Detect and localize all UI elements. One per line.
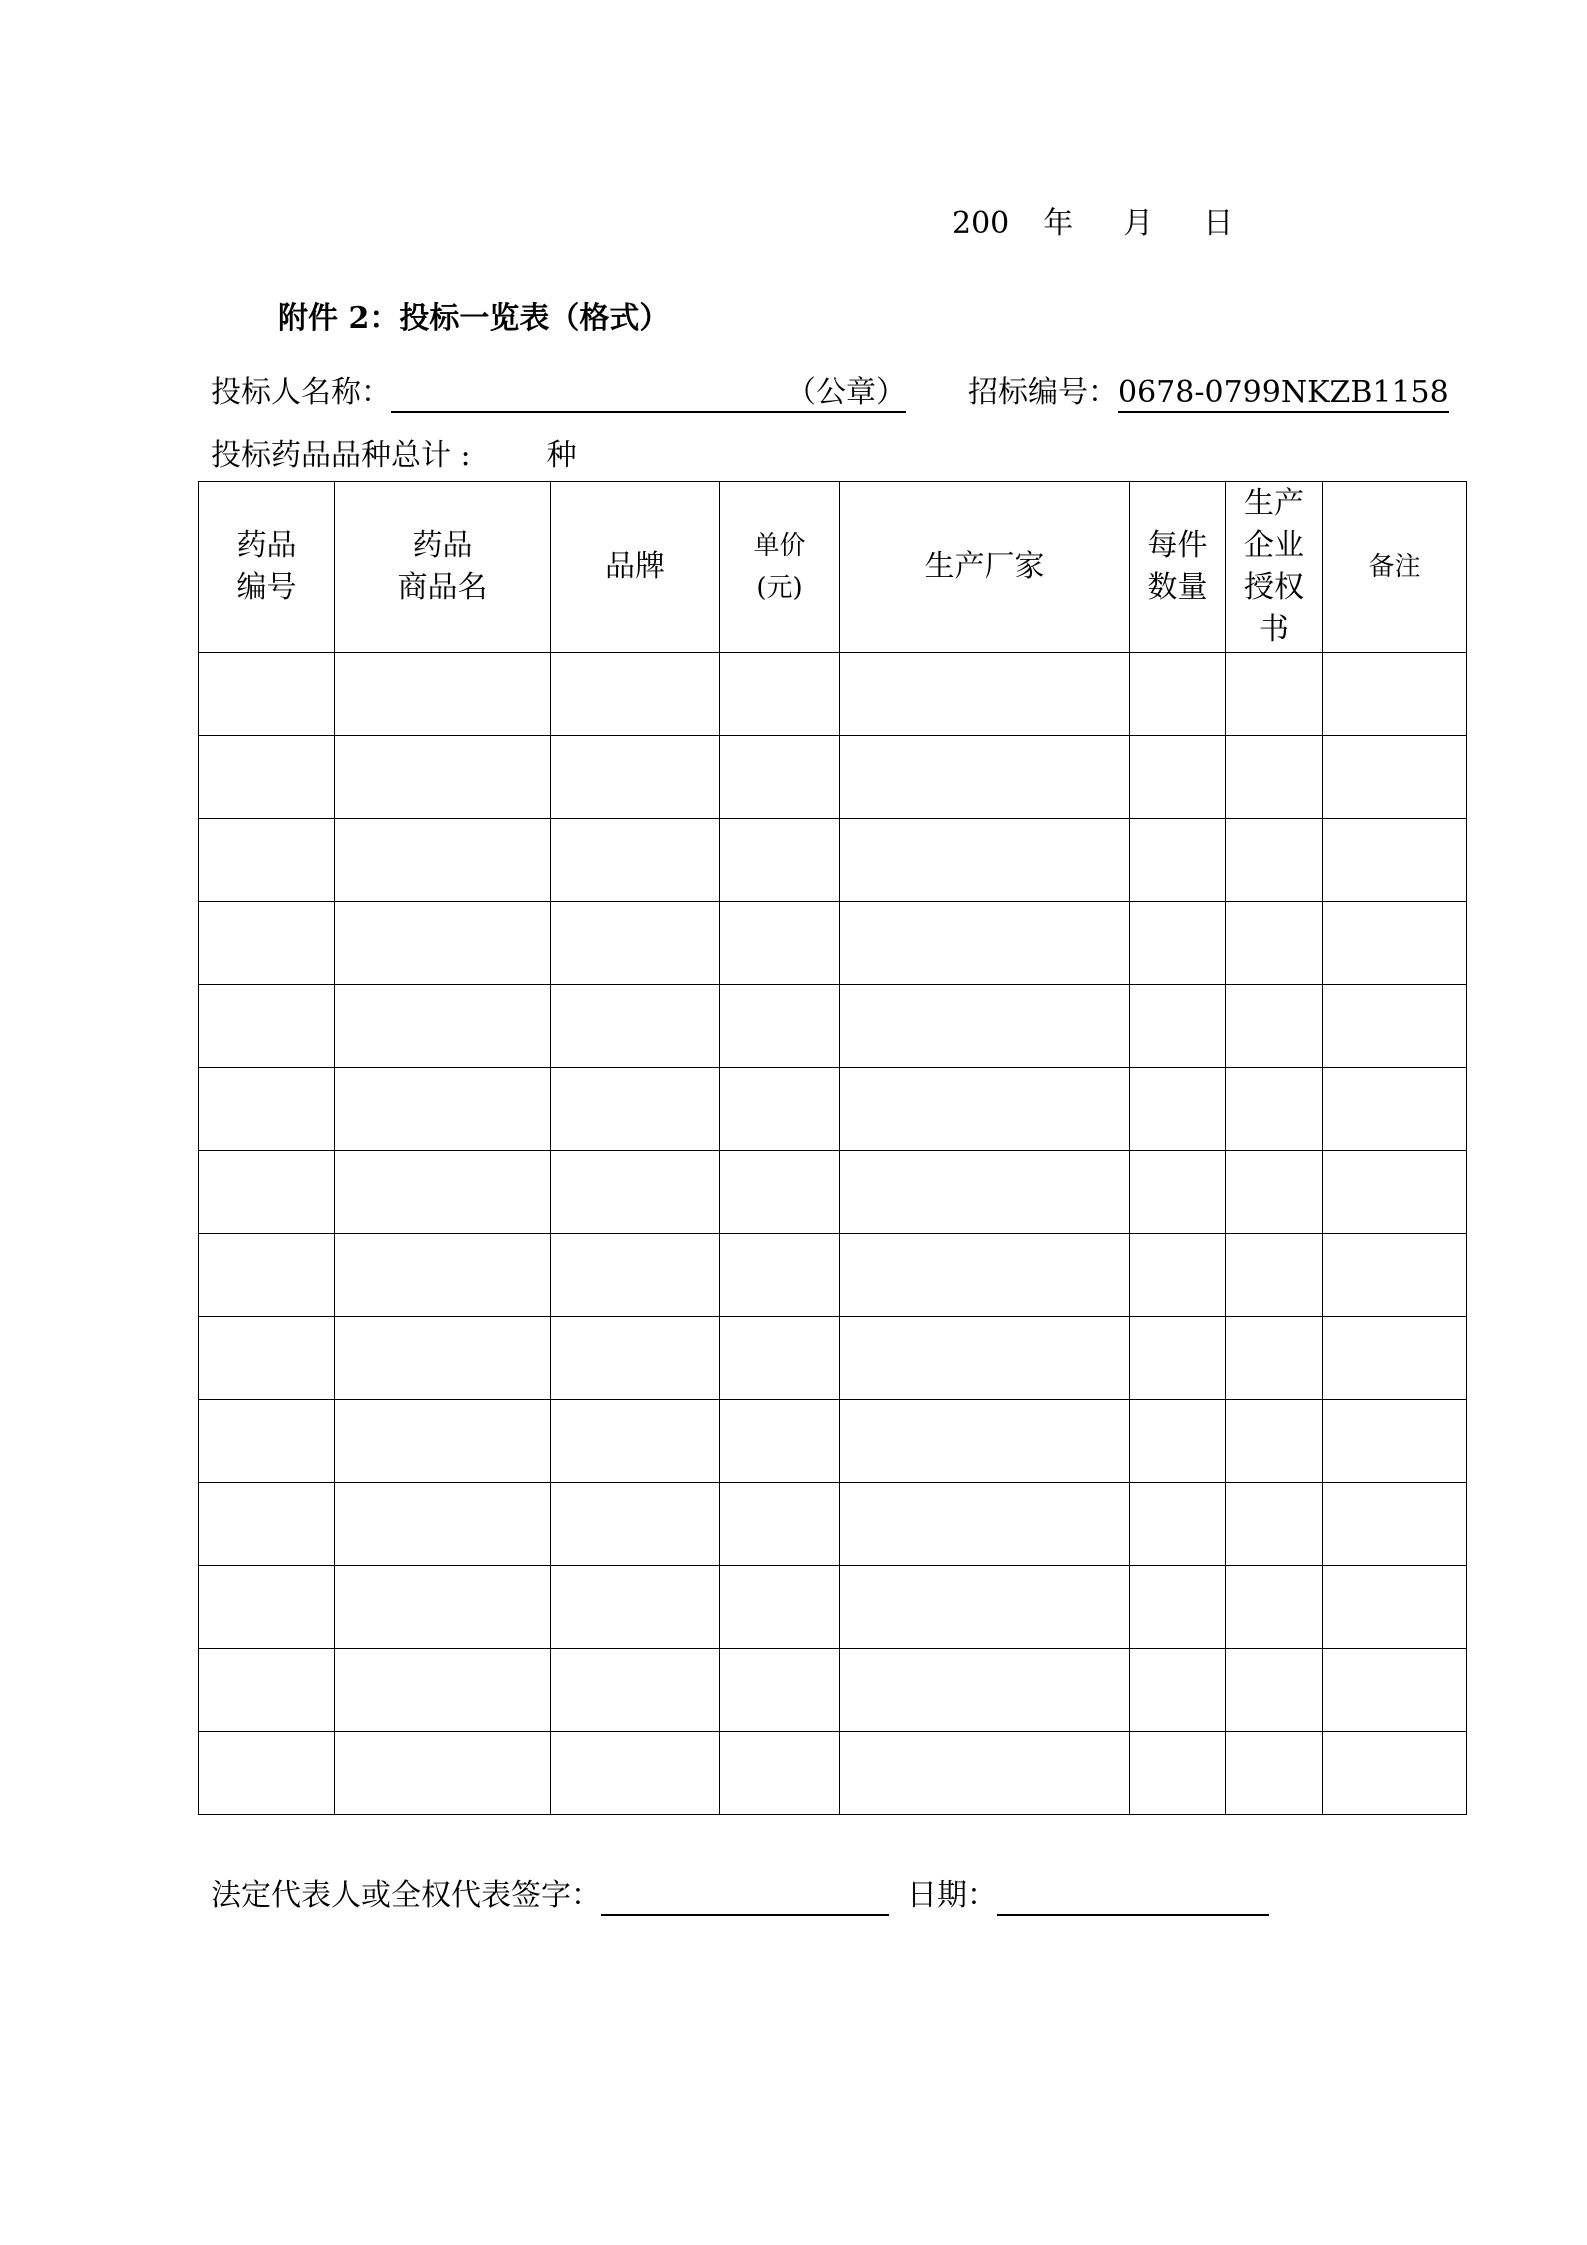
table-cell[interactable] [199,1483,335,1566]
tender-no-value: 0678-0799NKZB1158 [1118,376,1449,413]
table-cell[interactable] [551,1234,720,1317]
table-cell[interactable] [840,1400,1130,1483]
table-cell[interactable] [335,902,551,985]
table-cell[interactable] [720,1566,840,1649]
table-row [199,1317,1467,1400]
table-cell[interactable] [199,1151,335,1234]
table-cell[interactable] [1226,985,1323,1068]
table-cell[interactable] [840,902,1130,985]
table-cell[interactable] [1323,1732,1467,1815]
table-cell[interactable] [335,1400,551,1483]
header-qty-per-package: 每件 数量 [1130,482,1226,653]
table-cell[interactable] [1130,1234,1226,1317]
year-prefix: 200 [952,206,1010,241]
signature-line [211,1870,1269,1916]
bid-list-table [198,481,1467,1815]
table-cell[interactable] [551,653,720,736]
table-cell[interactable] [551,985,720,1068]
table-row [199,1649,1467,1732]
table-row [199,736,1467,819]
table-row [199,1400,1467,1483]
table-cell[interactable] [335,985,551,1068]
table-cell[interactable] [720,1649,840,1732]
table-cell[interactable] [1226,1317,1323,1400]
table-cell[interactable] [1130,1400,1226,1483]
header-unit-price: 单价 (元) [720,482,840,653]
table-cell[interactable] [335,1649,551,1732]
table-row [199,902,1467,985]
table-cell[interactable] [199,1649,335,1732]
table-cell[interactable] [720,985,840,1068]
table-cell[interactable] [199,653,335,736]
table-cell[interactable] [551,1317,720,1400]
table-body [199,653,1467,1815]
table-cell[interactable] [335,1317,551,1400]
table-cell[interactable] [1130,985,1226,1068]
header-drug-code: 药品 编号 [199,482,335,653]
table-cell[interactable] [1323,1566,1467,1649]
header-row [199,482,1467,653]
table-row [199,1068,1467,1151]
table-cell[interactable] [199,819,335,902]
table-row [199,1732,1467,1815]
table-cell[interactable] [840,1068,1130,1151]
total-unit: 种 [546,438,577,473]
date-field[interactable] [997,1879,1269,1916]
table-cell[interactable] [840,1234,1130,1317]
table-cell[interactable] [1226,902,1323,985]
table-cell[interactable] [1323,736,1467,819]
table-cell[interactable] [551,1400,720,1483]
table-cell[interactable] [840,736,1130,819]
table-cell[interactable] [720,902,840,985]
table-cell[interactable] [720,736,840,819]
day-label: 日 [1203,206,1234,241]
month-label: 月 [1123,206,1154,241]
table-cell[interactable] [840,1649,1130,1732]
table-cell[interactable] [1130,819,1226,902]
table-cell[interactable] [1323,1151,1467,1234]
table-cell[interactable] [199,1234,335,1317]
signature-field[interactable] [601,1879,889,1916]
table-cell[interactable] [1130,1732,1226,1815]
table-row [199,1483,1467,1566]
table-cell[interactable] [1130,1317,1226,1400]
table-cell[interactable] [199,1317,335,1400]
bidder-line [211,367,1449,413]
table-cell[interactable] [199,1400,335,1483]
table-cell[interactable] [1323,819,1467,902]
table-cell[interactable] [840,1483,1130,1566]
document-title: 附件 2：投标一览表（格式） [278,301,670,336]
table-cell[interactable] [199,1566,335,1649]
table-cell[interactable] [551,902,720,985]
table-cell[interactable] [1226,1400,1323,1483]
table-cell[interactable] [1226,736,1323,819]
header-remarks: 备注 [1323,482,1467,653]
table-cell[interactable] [335,1068,551,1151]
table-cell[interactable] [551,1732,720,1815]
table-cell[interactable] [1323,1068,1467,1151]
bidder-name-field[interactable] [391,376,906,413]
table-cell[interactable] [1226,1068,1323,1151]
table-cell[interactable] [1130,653,1226,736]
date-line [952,198,1233,242]
table-cell[interactable] [720,1234,840,1317]
table-row [199,1234,1467,1317]
table-cell[interactable] [1323,653,1467,736]
header-authorization: 生产 企业 授权 书 [1226,482,1323,653]
date-label: 日期： [907,1878,997,1913]
table-cell[interactable] [551,1483,720,1566]
table-cell[interactable] [1323,985,1467,1068]
table-cell[interactable] [1323,1649,1467,1732]
table-cell[interactable] [199,902,335,985]
table-cell[interactable] [335,1732,551,1815]
table-cell[interactable] [335,1483,551,1566]
header-trade-name: 药品 商品名 [335,482,551,653]
table-cell[interactable] [1226,1483,1323,1566]
seal-label: （公章） [786,375,906,410]
table-cell[interactable] [1323,1483,1467,1566]
table-row [199,1566,1467,1649]
table-cell[interactable] [840,653,1130,736]
table-cell[interactable] [720,1068,840,1151]
table-cell[interactable] [335,1566,551,1649]
table-cell[interactable] [335,819,551,902]
table-cell[interactable] [199,1732,335,1815]
total-line [211,430,577,474]
table-cell[interactable] [551,1566,720,1649]
table-cell[interactable] [1323,1400,1467,1483]
table-row [199,985,1467,1068]
table-cell[interactable] [1323,1234,1467,1317]
table-cell[interactable] [720,1400,840,1483]
bidder-name-label: 投标人名称： [211,375,391,410]
table-cell[interactable] [1130,1649,1226,1732]
table-cell[interactable] [199,985,335,1068]
table-cell[interactable] [1226,1732,1323,1815]
tender-no-label: 招标编号： [968,375,1118,410]
table-cell[interactable] [840,1732,1130,1815]
table-cell[interactable] [1226,819,1323,902]
table-cell[interactable] [1226,1234,1323,1317]
table-row [199,1151,1467,1234]
table-cell[interactable] [1130,1483,1226,1566]
table-cell[interactable] [720,1483,840,1566]
table-cell[interactable] [551,1151,720,1234]
table-cell[interactable] [1226,1649,1323,1732]
total-label: 投标药品品种总计 : [211,438,471,473]
table-cell[interactable] [1130,902,1226,985]
table-cell[interactable] [335,1151,551,1234]
table-cell[interactable] [1130,736,1226,819]
table-cell[interactable] [720,1317,840,1400]
table-cell[interactable] [840,1317,1130,1400]
table-cell[interactable] [1226,653,1323,736]
table-cell[interactable] [1226,1566,1323,1649]
table-row [199,819,1467,902]
table-cell[interactable] [1130,1068,1226,1151]
header-brand: 品牌 [551,482,720,653]
table-cell[interactable] [1130,1151,1226,1234]
header-manufacturer: 生产厂家 [840,482,1130,653]
table-cell[interactable] [199,736,335,819]
table-cell[interactable] [1130,1566,1226,1649]
table-cell[interactable] [335,736,551,819]
table-cell[interactable] [840,819,1130,902]
table-cell[interactable] [1226,1151,1323,1234]
table-cell[interactable] [1323,902,1467,985]
table-cell[interactable] [840,985,1130,1068]
table-cell[interactable] [335,1234,551,1317]
table-cell[interactable] [551,736,720,819]
table-cell[interactable] [551,1068,720,1151]
signature-label: 法定代表人或全权代表签字： [211,1878,601,1913]
table-cell[interactable] [840,1151,1130,1234]
table-cell[interactable] [1323,1317,1467,1400]
table-cell[interactable] [199,1068,335,1151]
table-cell[interactable] [720,1151,840,1234]
table-cell[interactable] [840,1566,1130,1649]
table-cell[interactable] [551,819,720,902]
table-cell[interactable] [720,819,840,902]
table-cell[interactable] [551,1649,720,1732]
table-cell[interactable] [720,1732,840,1815]
table-row [199,653,1467,736]
table-cell[interactable] [335,653,551,736]
table-cell[interactable] [720,653,840,736]
year-label: 年 [1043,206,1074,241]
